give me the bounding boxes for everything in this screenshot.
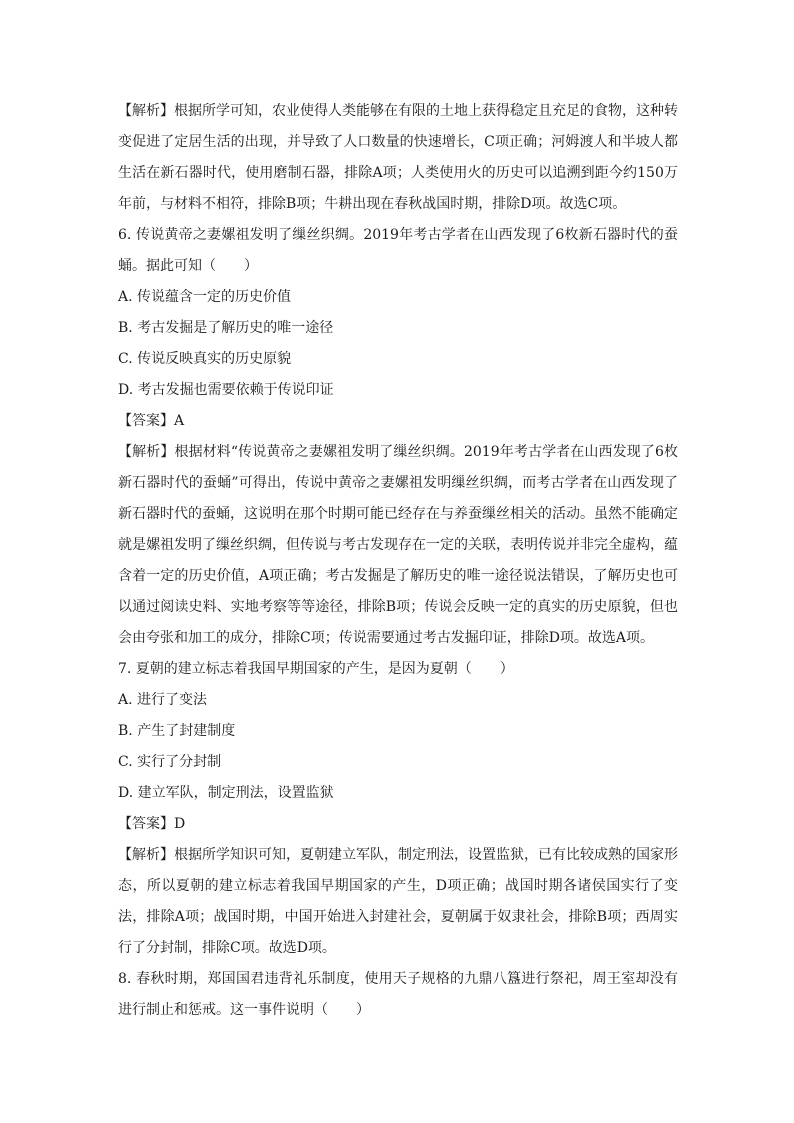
q7-option-b: B. 产生了封建制度 xyxy=(118,723,236,739)
q6-answer: 【答案】A xyxy=(118,413,185,429)
q6-analysis: 【解析】根据材料“传说黄帝之妻嫘祖发明了缫丝织绸。2019年考古学者在山西发现了6枚新石器时代的蚕蛹”可得出，传说中黄帝之妻嫘祖发明缫丝织绸，而考古学者在山西发现了新石器时代的蚕蛹，这说明在那个时期可能已经存在与养蚕缫丝相关的活动。虽然不能确定就是嫘祖发明了缫丝织绸，但传说与考古发现存在一定的关联，表明传说并非完全虚构，蕴含着一定的历史价值，A项正确；考古发掘是了解历史的唯一途径说法错误，了解历史也可以通过阅读史料、实地考察等等途径，排除B项；传说会反映一定的真实的历史原貌，但也会由夸张和加工的成分，排除C项；传说需要通过考古发掘印证，排除D项。故选A项。 xyxy=(118,444,678,646)
q7-analysis: 【解析】根据所学知识可知，夏朝建立军队，制定刑法，设置监狱，已有比较成熟的国家形态，所以夏朝的建立标志着我国早期国家的产生，D项正确；战国时期各诸侯国实行了变法，排除A项；战国时期，中国开始进入封建社会，夏朝属于奴隶社会，排除B项；西周实行了分封制，排除C项。故选D项。 xyxy=(118,847,678,956)
q7-option-c: C. 实行了分封制 xyxy=(118,754,222,770)
q6-option-b: B. 考古发掘是了解历史的唯一途径 xyxy=(118,320,334,336)
q7-stem: 7. 夏朝的建立标志着我国早期国家的产生，是因为夏朝（ ） xyxy=(118,661,514,677)
q5-analysis: 【解析】根据所学可知，农业使得人类能够在有限的土地上获得稳定且充足的食物，这种转变促进了定居生活的出现，并导致了人口数量的快速增长，C项正确；河姆渡人和半坡人都生活在新石器时代，使用磨制石器，排除A项；人类使用火的历史可以追溯到距今约150万年前，与材料不相符，排除B项；牛耕出现在春秋战国时期，排除D项。故选C项。 xyxy=(118,103,678,212)
q8-stem: 8. 春秋时期，郑国国君违背礼乐制度，使用天子规格的九鼎八簋进行祭祀，周王室却没有进行制止和惩戒。这一事件说明（ ） xyxy=(118,971,678,1018)
q7-option-d: D. 建立军队，制定刑法，设置监狱 xyxy=(118,785,334,801)
q6-stem: 6. 传说黄帝之妻嫘祖发明了缫丝织绸。2019年考古学者在山西发现了6枚新石器时代的蚕蛹。据此可知（ ） xyxy=(118,227,678,274)
question-6 xyxy=(118,220,678,654)
q6-option-d: D. 考古发掘也需要依赖于传说印证 xyxy=(118,382,334,398)
q6-option-c: C. 传说反映真实的历史原貌 xyxy=(118,351,292,367)
q6-option-a: A. 传说蕴含一定的历史价值 xyxy=(118,289,292,305)
question-7 xyxy=(118,654,678,964)
q7-answer: 【答案】D xyxy=(118,816,186,832)
q7-option-a: A. 进行了变法 xyxy=(118,692,208,708)
question-8 xyxy=(118,964,678,1026)
document-page xyxy=(118,96,678,1026)
